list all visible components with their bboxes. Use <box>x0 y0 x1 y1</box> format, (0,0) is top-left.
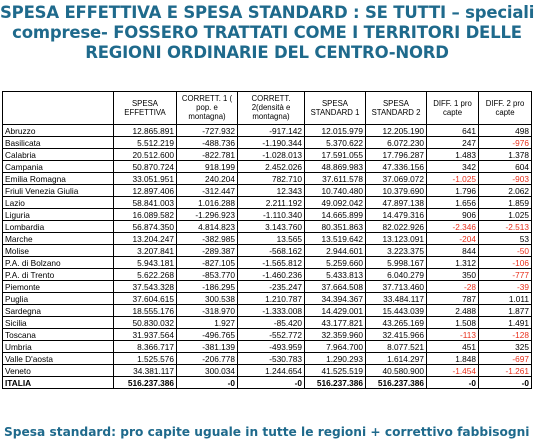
column-header: CORRETT. 1 ( pop. e montagna) <box>177 92 238 125</box>
value-cell: 1.525.576 <box>114 353 177 365</box>
table-row <box>3 233 532 245</box>
value-cell: 16.089.582 <box>114 209 177 221</box>
value-cell: -1.028.013 <box>238 149 305 161</box>
table-body <box>3 125 532 389</box>
value-cell: 300.034 <box>177 365 238 377</box>
table-row <box>3 329 532 341</box>
value-cell: 5.259.660 <box>305 257 366 269</box>
spending-table <box>2 91 532 389</box>
value-cell: -128 <box>479 329 532 341</box>
value-cell: -1.460.236 <box>238 269 305 281</box>
value-cell: 7.964.700 <box>305 341 366 353</box>
value-cell: -2.513 <box>479 221 532 233</box>
table-row <box>3 161 532 173</box>
region-cell: Marche <box>3 233 114 245</box>
value-cell: 498 <box>479 125 532 137</box>
value-cell: -697 <box>479 353 532 365</box>
table-row <box>3 269 532 281</box>
value-cell: 80.351.863 <box>305 221 366 233</box>
region-cell: P.A. di Trento <box>3 269 114 281</box>
value-cell: 34.394.367 <box>305 293 366 305</box>
value-cell: 1.312 <box>427 257 479 269</box>
table-header-row <box>3 92 532 125</box>
value-cell: 5.370.622 <box>305 137 366 149</box>
value-cell: -204 <box>427 233 479 245</box>
region-cell: Valle D'aosta <box>3 353 114 365</box>
table-row <box>3 185 532 197</box>
value-cell: 2.452.026 <box>238 161 305 173</box>
value-cell: 20.512.600 <box>114 149 177 161</box>
value-cell: 2.944.601 <box>305 245 366 257</box>
value-cell: 17.591.055 <box>305 149 366 161</box>
region-cell: Umbria <box>3 341 114 353</box>
value-cell: 14.479.316 <box>366 209 427 221</box>
value-cell: 10.740.480 <box>305 185 366 197</box>
value-cell: 342 <box>427 161 479 173</box>
value-cell: -1.565.812 <box>238 257 305 269</box>
region-cell: Molise <box>3 245 114 257</box>
value-cell: 37.611.578 <box>305 173 366 185</box>
value-cell: -568.162 <box>238 245 305 257</box>
value-cell: 3.223.375 <box>366 245 427 257</box>
value-cell: -853.770 <box>177 269 238 281</box>
value-cell: 37.069.072 <box>366 173 427 185</box>
value-cell: 13.519.642 <box>305 233 366 245</box>
value-cell: 451 <box>427 341 479 353</box>
value-cell: 1.210.787 <box>238 293 305 305</box>
value-cell: 13.123.091 <box>366 233 427 245</box>
value-cell: 18.555.176 <box>114 305 177 317</box>
value-cell: -39 <box>479 281 532 293</box>
value-cell: 32.415.966 <box>366 329 427 341</box>
value-cell: 1.016.288 <box>177 197 238 209</box>
region-cell: Toscana <box>3 329 114 341</box>
value-cell: 782.710 <box>238 173 305 185</box>
table-row <box>3 341 532 353</box>
value-cell: -530.783 <box>238 353 305 365</box>
value-cell: -976 <box>479 137 532 149</box>
value-cell: 516.237.386 <box>305 377 366 389</box>
value-cell: 31.937.564 <box>114 329 177 341</box>
value-cell: 1.796 <box>427 185 479 197</box>
value-cell: -318.970 <box>177 305 238 317</box>
value-cell: 1.877 <box>479 305 532 317</box>
value-cell: 13.204.247 <box>114 233 177 245</box>
value-cell: -777 <box>479 269 532 281</box>
title-line-1: SPESA EFFETTIVA E SPESA STANDARD : SE TUTTI – speciali <box>0 3 534 22</box>
table-row <box>3 197 532 209</box>
value-cell: 43.177.821 <box>305 317 366 329</box>
value-cell: -1.296.923 <box>177 209 238 221</box>
value-cell: 43.265.169 <box>366 317 427 329</box>
value-cell: 10.379.690 <box>366 185 427 197</box>
region-cell: Lombardia <box>3 221 114 233</box>
value-cell: -1.025 <box>427 173 479 185</box>
column-header: DIFF. 1 pro capte <box>427 92 479 125</box>
value-cell: 34.381.117 <box>114 365 177 377</box>
region-cell: Veneto <box>3 365 114 377</box>
value-cell: 40.580.900 <box>366 365 427 377</box>
value-cell: -186.295 <box>177 281 238 293</box>
value-cell: -106 <box>479 257 532 269</box>
value-cell: -827.105 <box>177 257 238 269</box>
value-cell: 1.859 <box>479 197 532 209</box>
value-cell: -0 <box>479 377 532 389</box>
value-cell: 14.429.001 <box>305 305 366 317</box>
title-line-2: comprese- FOSSERO TRATTATI COME I TERRITORI DELLE <box>12 23 522 42</box>
region-cell: Emilia Romagna <box>3 173 114 185</box>
table-row <box>3 353 532 365</box>
column-header: CORRETT. 2(densità e montagna) <box>238 92 305 125</box>
value-cell: -552.772 <box>238 329 305 341</box>
region-cell: Lazio <box>3 197 114 209</box>
value-cell: 2.488 <box>427 305 479 317</box>
column-header <box>3 92 114 125</box>
value-cell: 240.204 <box>177 173 238 185</box>
value-cell: 82.022.926 <box>366 221 427 233</box>
value-cell: -381.139 <box>177 341 238 353</box>
value-cell: 58.841.003 <box>114 197 177 209</box>
region-cell: Basilicata <box>3 137 114 149</box>
column-header: DIFF. 2 pro capte <box>479 92 532 125</box>
value-cell: 5.512.219 <box>114 137 177 149</box>
value-cell: -113 <box>427 329 479 341</box>
table-row <box>3 137 532 149</box>
value-cell: 604 <box>479 161 532 173</box>
value-cell: 8.366.717 <box>114 341 177 353</box>
value-cell: 4.814.823 <box>177 221 238 233</box>
value-cell: 5.433.813 <box>305 269 366 281</box>
value-cell: 1.244.654 <box>238 365 305 377</box>
value-cell: 12.343 <box>238 185 305 197</box>
value-cell: 3.143.760 <box>238 221 305 233</box>
value-cell: -0 <box>238 377 305 389</box>
value-cell: 1.011 <box>479 293 532 305</box>
value-cell: 844 <box>427 245 479 257</box>
value-cell: 12.865.891 <box>114 125 177 137</box>
value-cell: 17.796.287 <box>366 149 427 161</box>
value-cell: 48.869.983 <box>305 161 366 173</box>
value-cell: 1.491 <box>479 317 532 329</box>
value-cell: 516.237.386 <box>114 377 177 389</box>
value-cell: 8.077.521 <box>366 341 427 353</box>
value-cell: 5.622.268 <box>114 269 177 281</box>
value-cell: 15.443.039 <box>366 305 427 317</box>
region-cell: Sicilia <box>3 317 114 329</box>
value-cell: 300.538 <box>177 293 238 305</box>
region-cell: ITALIA <box>3 377 114 389</box>
value-cell: 6.072.230 <box>366 137 427 149</box>
column-header: SPESA STANDARD 2 <box>366 92 427 125</box>
value-cell: 50.870.724 <box>114 161 177 173</box>
table-row <box>3 125 532 137</box>
value-cell: 37.713.460 <box>366 281 427 293</box>
value-cell: 2.211.192 <box>238 197 305 209</box>
value-cell: 1.378 <box>479 149 532 161</box>
value-cell: 1.508 <box>427 317 479 329</box>
region-cell: Puglia <box>3 293 114 305</box>
value-cell: 37.604.615 <box>114 293 177 305</box>
value-cell: 32.359.960 <box>305 329 366 341</box>
value-cell: -289.387 <box>177 245 238 257</box>
value-cell: -1.110.340 <box>238 209 305 221</box>
value-cell: 516.237.386 <box>366 377 427 389</box>
value-cell: 47.336.156 <box>366 161 427 173</box>
region-cell: Calabria <box>3 149 114 161</box>
value-cell: 37.664.508 <box>305 281 366 293</box>
region-cell: Piemonte <box>3 281 114 293</box>
value-cell: 918.199 <box>177 161 238 173</box>
value-cell: -903 <box>479 173 532 185</box>
value-cell: -488.736 <box>177 137 238 149</box>
value-cell: 1.656 <box>427 197 479 209</box>
value-cell: -496.765 <box>177 329 238 341</box>
table-row <box>3 173 532 185</box>
value-cell: 12.897.406 <box>114 185 177 197</box>
value-cell: 1.927 <box>177 317 238 329</box>
value-cell: -1.454 <box>427 365 479 377</box>
table-row <box>3 293 532 305</box>
value-cell: 33.484.117 <box>366 293 427 305</box>
value-cell: 1.483 <box>427 149 479 161</box>
value-cell: 3.207.841 <box>114 245 177 257</box>
table-row <box>3 317 532 329</box>
value-cell: -0 <box>177 377 238 389</box>
value-cell: -917.142 <box>238 125 305 137</box>
title-line-3: REGIONI ORDINARIE DEL CENTRO-NORD <box>85 43 449 62</box>
value-cell: -822.781 <box>177 149 238 161</box>
value-cell: -727.932 <box>177 125 238 137</box>
value-cell: 12.205.190 <box>366 125 427 137</box>
value-cell: 14.665.899 <box>305 209 366 221</box>
value-cell: 325 <box>479 341 532 353</box>
table-row <box>3 365 532 377</box>
value-cell: 1.290.293 <box>305 353 366 365</box>
value-cell: -28 <box>427 281 479 293</box>
value-cell: 350 <box>427 269 479 281</box>
value-cell: 12.015.979 <box>305 125 366 137</box>
region-cell: Friuli Venezia Giulia <box>3 185 114 197</box>
value-cell: 53 <box>479 233 532 245</box>
value-cell: 13.565 <box>238 233 305 245</box>
value-cell: -1.261 <box>479 365 532 377</box>
value-cell: 247 <box>427 137 479 149</box>
region-cell: Sardegna <box>3 305 114 317</box>
table-row <box>3 281 532 293</box>
column-header: SPESA EFFETTIVA <box>114 92 177 125</box>
table-row <box>3 245 532 257</box>
value-cell: -206.778 <box>177 353 238 365</box>
table-row <box>3 305 532 317</box>
table-row <box>3 257 532 269</box>
value-cell: -85.420 <box>238 317 305 329</box>
value-cell: -1.333.008 <box>238 305 305 317</box>
value-cell: -493.959 <box>238 341 305 353</box>
value-cell: 6.040.279 <box>366 269 427 281</box>
value-cell: 1.848 <box>427 353 479 365</box>
region-cell: Liguria <box>3 209 114 221</box>
slide-title <box>0 3 534 63</box>
table-row <box>3 209 532 221</box>
column-header: SPESA STANDARD 1 <box>305 92 366 125</box>
value-cell: -0 <box>427 377 479 389</box>
table-row <box>3 221 532 233</box>
region-cell: Abruzzo <box>3 125 114 137</box>
value-cell: 1.614.297 <box>366 353 427 365</box>
value-cell: 33.051.951 <box>114 173 177 185</box>
value-cell: 47.897.138 <box>366 197 427 209</box>
value-cell: 2.062 <box>479 185 532 197</box>
value-cell: 50.830.032 <box>114 317 177 329</box>
table-row <box>3 149 532 161</box>
value-cell: -50 <box>479 245 532 257</box>
value-cell: 787 <box>427 293 479 305</box>
value-cell: 1.025 <box>479 209 532 221</box>
value-cell: -382.985 <box>177 233 238 245</box>
value-cell: 56.874.350 <box>114 221 177 233</box>
value-cell: 37.543.328 <box>114 281 177 293</box>
footer-note: Spesa standard: pro capite uguale in tutte le regioni + correttivo fabbisogni <box>4 425 530 439</box>
value-cell: 5.998.167 <box>366 257 427 269</box>
value-cell: 5.943.181 <box>114 257 177 269</box>
region-cell: P.A. di Bolzano <box>3 257 114 269</box>
region-cell: Campania <box>3 161 114 173</box>
value-cell: 41.525.519 <box>305 365 366 377</box>
table-row <box>3 377 532 389</box>
value-cell: -312.447 <box>177 185 238 197</box>
value-cell: 49.092.042 <box>305 197 366 209</box>
value-cell: -235.247 <box>238 281 305 293</box>
value-cell: -1.190.344 <box>238 137 305 149</box>
value-cell: 906 <box>427 209 479 221</box>
value-cell: -2.346 <box>427 221 479 233</box>
value-cell: 641 <box>427 125 479 137</box>
